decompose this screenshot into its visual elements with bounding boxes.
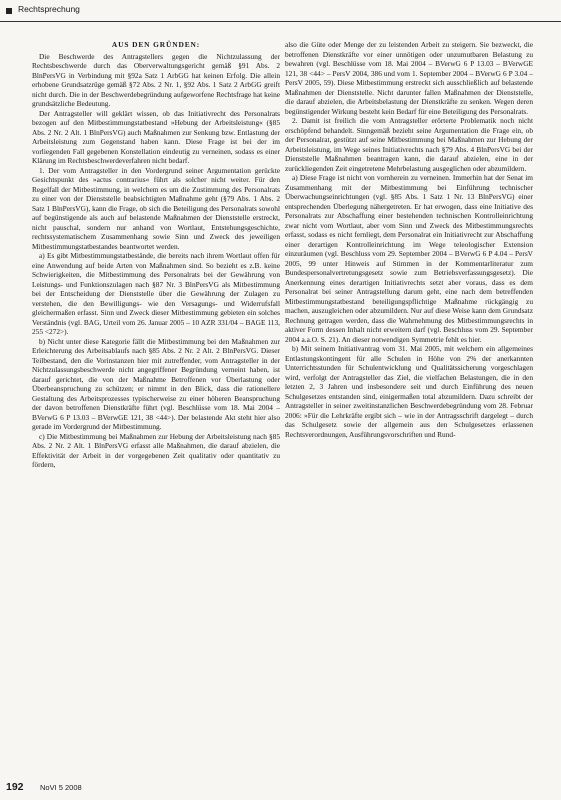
page-number: 192 <box>6 781 24 793</box>
paragraph: a) Diese Frage ist nicht von vornherein zu verneinen. Immerhin hat der Senat im Zusammenhang mit der Mitbestimmung bei Einführung technischer Überwachungseinrichtungen (vgl. §85 Abs. 1 Satz 1 Nr. 13 BlnPersVG) einer entsprechenden Überlegung nähergetreten. Er hat erwogen, dass eine Initiative des Personalrats zur Abschaffung einer bestehenden technischen Kontrolleinrichtung zwar nicht vom Wortlaut, aber vom Sinn und Zweck des Mitbestimmungsrechts erfasst, sodass es nicht fernliegt, dem Personalrat ein Initiativrecht zur Abschaffung einer derartigen Kontrolleinrichtung im Wege teleologischer Extension einzuräumen (vgl. Beschluss vom 29. September 2004 – BVerwG 6 P 4.04 – PersV 2005, 99 unter Hinweis auf Stimmen in der Kommentarliteratur zum Bundespersonalvertretungsgesetz sowie zum Betriebsverfassungsgesetz). Die Anerkennung eines derartigen Initiativrechts setzt aber voraus, dass es dem Personalrat bei seiner Antragstellung darum geht, eine nach dem betreffenden Mitbestimmungstatbestand beteiligungspflichtige Maßnahme rückgängig zu machen, auszugleichen oder abzumildern. Nur auf diese Weise kann dem Grundsatz Rechnung getragen werden, dass die Wahrnehmung des Mitbestimmungsrechts in aktiver Form dessen Inhalt nicht erweitern darf (vgl. Beschluss vom 29. September 2004 a.a.O. S. 21). An dieser notwendigen Symmetrie fehlt es hier. <box>285 173 533 344</box>
paragraph: b) Nicht unter diese Kategorie fällt die Mitbestimmung bei den Maßnahmen zur Erleichterung des Arbeitsablaufs nach §85 Abs. 2 Nr. 2 Alt. 2 BlnPersVG. Dieser Teilbestand, den die Vorinstanzen hier mit zutreffender, vom Antragsteller in der Nichtzulassungsbeschwerde nicht angegriffener Begründung verneint haben, ist darauf gerichtet, die von der Maßnahme Betroffenen vor Überlastung oder Überbeanspruchung zu schützen; er nimmt in den Blick, dass die rationellere Gestaltung des Arbeitsprozesses typischerweise zu einer höheren Beanspruchung der davon betroffenen Dienstkräfte führt (vgl. Beschlüsse vom 18. Mai 2004 – BVerwG 6 P 13.03 – BVerwGE 121, 38 <44>). Der belastende Akt steht hier also gerade im Vordergrund der Mitbestimmung. <box>32 336 280 431</box>
paragraph: a) Es gibt Mitbestimmungstatbestände, die bereits nach ihrem Wortlaut offen für eine Anwendung auf beide Arten von Maßnahmen sind. So bezieht es z.B. keine Schwierigkeiten, die Mitbestimmung des Personalrats bei der Gewährung von Leistungs- und Funktionszulagen nach §87 Nr. 3 BlnPersVG als Mitbestimmung bei der Entscheidung der Dienststelle über die Gewährung der Zulagen zu verstehen, die den Bewilligungs- wie den Versagungs- und Widerrufsfall gleichermaßen erfasst. Sinn und Zweck dieser Mitbestimmung gebieten ein solches Verständnis (vgl. BAG, Urteil vom 26. Januar 2005 – 10 AZR 331/04 – BAGE 113, 255 <272>). <box>32 251 280 336</box>
paragraph: 2. Damit ist freilich die vom Antragsteller erörterte Problematik noch nicht erschöpfend behandelt. Sinngemäß bezieht seine Argumentation die Frage ein, ob der Personalrat, gestützt auf seine Mitbestimmung bei Maßnahmen zur Hebung der Arbeitsleistung, im Wege seines Initiativrechts nach §79 Abs. 4 BlnPersVG bei der Dienststelle Maßnahmen beantragen kann, die darauf abzielen, eine in der zurückliegenden Zeit eingetretene Mehrbelastung ausgeglichen oder abzumildern. <box>285 116 533 173</box>
header-rule <box>0 21 561 22</box>
page-header <box>0 0 561 26</box>
paragraph: b) Mit seinem Initiativantrag vom 31. Mai 2005, mit welchem ein allgemeines Entlastungskontingent für alle Schulen in Höhe von 2% der anerkannten Unterrichtsstunden für Schulentwicklung und Qualitätssicherung vorgeschlagen wird, verfolgt der Antragsteller das Ziel, die vielfachen Belastungen, die in den letzten 2, 3 Jahren und insbesondere seit und durch Einführung des neuen Schulgesetzes entstanden sind, einigermaßen total abzumildern. Dazu schreibt der Antragsteller in seiner zweitinstanzlichen Beschwerdebegründung vom 28. Februar 2006: »Für die Lehrkräfte ergibt sich – wie in der Antragsschrift dargelegt – durch das Schulgesetz sowie der allgemein aus den Schulgesetzes erlassenen Rechtsverordnungen, Ausführungsvorschriften und Rund- <box>285 344 533 439</box>
paragraph: c) Die Mitbestimmung bei Maßnahmen zur Hebung der Arbeitsleistung nach §85 Abs. 2 Nr. 2 Alt. 1 BlnPersVG erfasst alle Maßnahmen, die darauf abzielen, die Effektivität der Arbeit in der vorgegebenen Zeit qualitativ oder quantitativ zu fördern, <box>32 431 280 469</box>
section-title: Rechtsprechung <box>18 4 80 14</box>
paragraph: 1. Der vom Antragsteller in den Vordergrund seiner Argumentation gerückte Gesichtspunkt des »actus contrarius« führt als solcher nicht weiter. Für den Regelfall der Mitbestimmung, in welchem es um die Zustimmung des Personalrats zu einer von der Dienststelle beabsichtigten Maßnahme geht (§79 Abs. 1 Abs. 2 Satz 1 BlnPersVG), kann die Frage, ob sich die Beteiligung des Personalrats sowohl auf begünstigende als auch auf belastende Maßnahmen der Dienststelle erstreckt, nicht pauschal, sondern nur anhand von Wortlaut, Entstehungsgeschichte, rechtssystematischem Zusammenhang sowie Sinn und Zweck des jeweiligen Mitbestimmungstatbestandes beantwortet werden. <box>32 165 280 251</box>
right-column <box>285 40 533 767</box>
page-footer <box>0 770 561 800</box>
paragraph: also die Güte oder Menge der zu leistenden Arbeit zu steigern. Sie bezweckt, die betroffenen Dienstkräfte vor einer unnötigen oder unzumutbaren Belastung zu bewahren (vgl. Beschlüsse vom 18. Mai 2004 – BVerwG 6 P 13.03 – BVerwGE 121, 38 <44> – PersV 2004, 386 und vom 1. September 2004 – BVerwG 6 P 3.04 – PersV 2005, 59). Diese Mitbestimmung erstreckt sich ausschließlich auf belastende Maßnahmen der Dienststelle. Nicht darunter fallen Maßnahmen der Dienststelle, die darauf abzielen, die Arbeitsbelastung der Dienstkräfte zu senken. Wegen deren begünstigender Wirkung besteht kein Bedarf für eine Beteiligung des Personalrats. <box>285 40 533 116</box>
issue-label: NoVI 5 2008 <box>40 783 82 792</box>
section-heading: AUS DEN GRÜNDEN: <box>111 40 201 49</box>
section-marker-square <box>6 8 12 14</box>
paragraph: Die Beschwerde des Antragstellers gegen die Nichtzulassung der Rechtsbeschwerde durch das Oberverwaltungsgericht gemäß §91 Abs. 2 BlnPersVG in Verbindung mit §92a Satz 1 ArbGG hat keinen Erfolg. Die allein erhobene Grundsatzrüge gemäß §72 Abs. 2 Nr. 1, §92 Abs. 1 Satz 2 ArbGG greift nicht durch. Die in der Beschwerdebegründung aufgeworfene Rechtsfrage hat keine grundsätzliche Bedeutung. <box>32 51 280 108</box>
paragraph: Der Antragsteller will geklärt wissen, ob das Initiativrecht des Personalrats bezogen auf den Mitbestimmungstatbestand »Hebung der Arbeitsleistung« (§85 Abs. 2 Nr. 2 Alt. 1 BlnPersVG) auch Maßnahmen zur Senkung bzw. Entlastung der Arbeitsleistung zum Gegenstand haben kann. Diese Frage ist bei der im vorliegenden Fall gegebenen Konstellation eindeutig zu verneinen, sodass es einer Klärung im Rechtsbeschwerdeverfahren nicht bedarf. <box>32 108 280 165</box>
left-column <box>32 40 280 767</box>
